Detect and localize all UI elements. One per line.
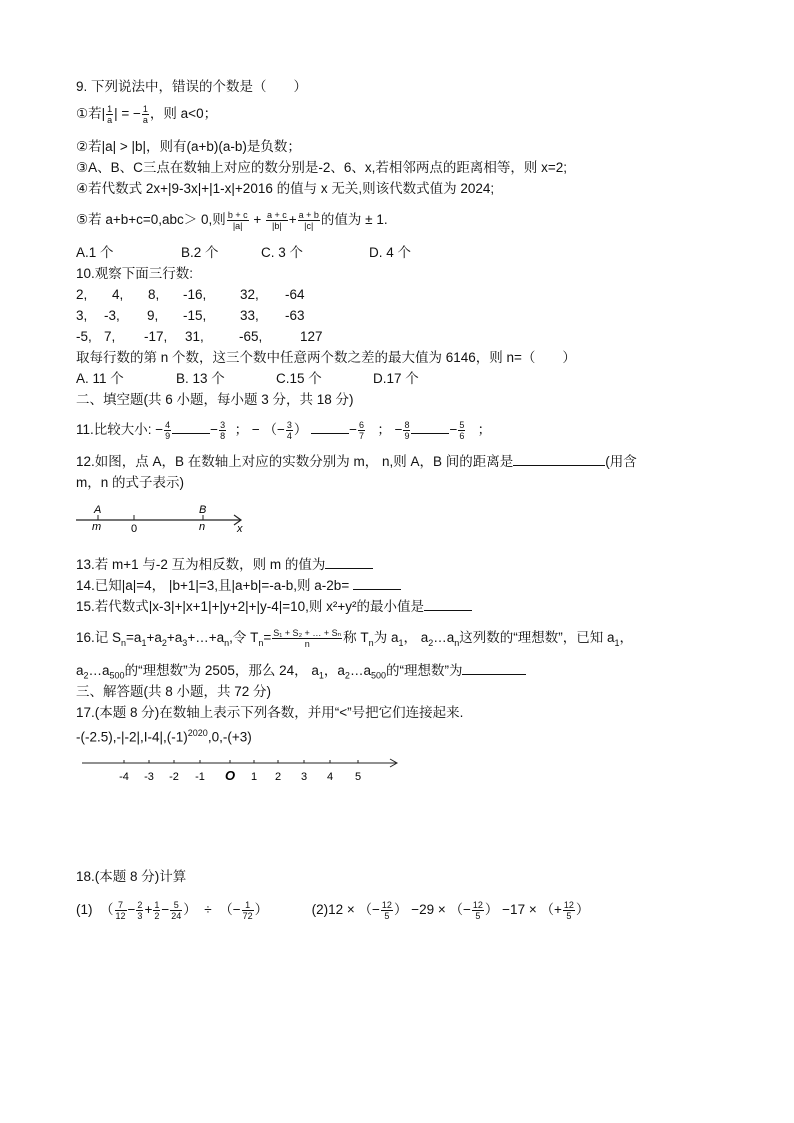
q9-option-c: C. 3 个 (261, 245, 304, 260)
q17-tick-label: 2 (274, 771, 282, 783)
q12-label-m: m (92, 521, 102, 533)
q16-line-2: $a_2\dots a_{500}$的“理想数”为 2505，那么 24， $a_1$，$a_2\dots a_{500}$的“理想数”为 (76, 662, 526, 685)
section-3-heading: 三、解答题(共 8 小题，共 72 分) (76, 684, 272, 699)
q18-expressions (76, 900, 589, 921)
q9-statement-2: ②若|a| > |b|，则有(a+b)(a-b)是负数； (76, 139, 301, 154)
q12-number-line-figure (74, 498, 254, 538)
q9-statement-5: ⑤若 a+b+c=0,abc＞ 0,则 $\frac{b + c}{|a|}$ + $\frac{a + c}{|b|}$ + $\frac{a + b}{|c|}$ 的值为 ± 1. (76, 210, 388, 231)
q17-tick-label: -4 (119, 771, 129, 783)
q17-tick-label: O (224, 768, 236, 783)
q9-statement-3: ③A、B、C三点在数轴上对应的数分别是-2、6、x,若相邻两点的距离相等，则 x=2; (76, 160, 568, 175)
q12-line-2: m，n 的式子表示) (76, 475, 184, 490)
q12-blank[interactable] (513, 453, 605, 466)
q16-blank[interactable] (462, 662, 526, 675)
q17-stem: 17.(本题 8 分)在数轴上表示下列各数，并用“<”号把它们连接起来. (76, 705, 464, 720)
q11-blank-2[interactable] (311, 421, 349, 434)
q15: 15.若代数式|x-3|+|x+1|+|y+2|+|y-4|=10,则 x²+y²的最小值是 (76, 598, 472, 616)
q9-options (76, 244, 411, 262)
q13-blank[interactable] (325, 556, 373, 569)
q18-stem: 18.(本题 8 分)计算 (76, 869, 187, 884)
q10-question: 取每行数的第 n 个数，这三个数中任意两个数之差的最大值为 6146，则 n=（ ） (76, 350, 576, 365)
q13: 13.若 m+1 与-2 互为相反数，则 m 的值为 (76, 556, 373, 574)
q17-tick-label: -2 (169, 771, 179, 783)
q12-label-n: n (199, 521, 206, 533)
q11-blank-3[interactable] (411, 421, 449, 434)
q10-stem: 10.观察下面三行数: (76, 266, 194, 281)
q10-option-a: A. 11 个 (76, 371, 124, 386)
q17-tick-label: 3 (300, 771, 308, 783)
q12-line-1: 12.如图，点 A，B 在数轴上对应的实数分别为 m， n,则 A，B 间的距离是 (用含 (76, 454, 637, 469)
q9-statement-4: ④若代数式 2x+|9-3x|+|1-x|+2016 的值与 x 无关,则该代数式值为 2024; (76, 181, 495, 196)
q17-tick-label: -1 (195, 771, 205, 783)
q11-blank-1[interactable] (172, 421, 210, 434)
q9-option-a: A.1 个 (76, 245, 114, 260)
q16-line-1: 16.记 $S_n=a_1+a_2+a_3+\dots+a_n$,令 $T_n=$ $\frac{\text{S₁ + S₂ + … + Sₙ}}{n}$ 称 $T_n$为 $a_1$， $a_2\dots a_n$这列数的“理想数”，已知 $a_1$， (76, 628, 634, 649)
q17-tick-label: 4 (326, 771, 334, 783)
q9-option-d: D. 4 个 (369, 245, 412, 260)
q17-tick-label: 1 (250, 771, 258, 783)
q12-label-a: A (94, 504, 102, 516)
q10-option-b: B. 13 个 (176, 371, 225, 386)
q10-option-d: D.17 个 (373, 371, 419, 386)
q9-statement-1: ①若| $\frac{1}{a}$ | = − $\frac{1}{a}$ ，则 a<0； (76, 104, 218, 125)
q9-option-b: B.2 个 (181, 245, 219, 260)
q10-option-c: C.15 个 (276, 371, 322, 386)
q17-tick-label: -3 (144, 771, 154, 783)
q12-label-zero: 0 (131, 523, 138, 535)
q11-compare: 11.比较大小: − $\frac{4}{9}$ − $\frac{3}{8}$ ； − （− $\frac{3}{4}$ ） − $\frac{6}{7}$ ； − $\frac{8}{9}$ − $\frac{5}{6}$ ； (76, 420, 492, 441)
q18-part-2: (2)12 × （− $\frac{12}{5}$ ） −29 × （− $\frac{12}{5}$ ） −17 × （+ $\frac{12}{5}$ ） (311, 900, 590, 921)
q14: 14.已知|a|=4， |b+1|=3,且|a+b|=-a-b,则 a-2b= (76, 577, 401, 595)
q10-options (76, 370, 419, 388)
q9-stem: 9. 下列说法中，错误的个数是（ ） (76, 79, 308, 94)
q10-row-3: -5, 7, -17, 31, -65, 127 (76, 329, 323, 344)
q14-blank[interactable] (353, 577, 401, 590)
q12-label-b: B (199, 504, 207, 516)
q18-part-1: (1) （ $\frac{7}{12}$ − $\frac{2}{3}$ + $\frac{1}{2}$ − $\frac{5}{24}$ ） ÷ （− $\frac{1}{72}$ ） (76, 900, 269, 921)
q10-row-2: 3, -3, 9, -15, 33, -63 (76, 308, 305, 323)
q17-tick-label: 5 (354, 771, 362, 783)
q17-number-line[interactable] (78, 752, 408, 788)
section-2-heading: 二、填空题(共 6 小题，每小题 3 分，共 18 分) (76, 392, 354, 407)
q12-label-x: x (237, 523, 243, 535)
q17-numbers: $-(-2.5),-|-2|,I-4|,(-1)^{2020},0,-(+3)$ (76, 728, 252, 745)
q15-blank[interactable] (424, 598, 472, 611)
q10-row-1: 2, 4, 8, -16, 32, -64 (76, 287, 305, 302)
